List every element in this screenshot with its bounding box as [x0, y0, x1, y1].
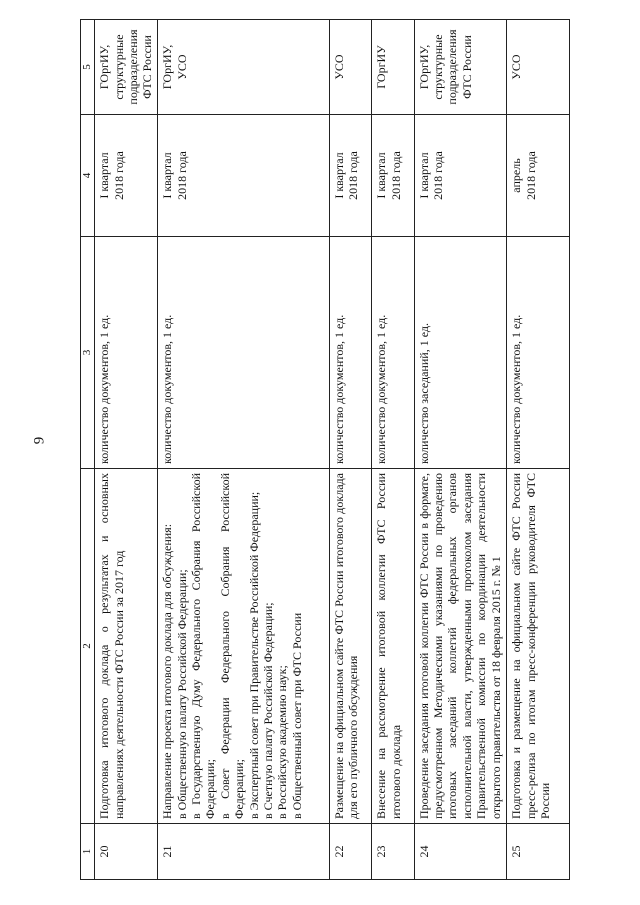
deadline [158, 115, 330, 237]
executor-line: УСО [509, 54, 524, 80]
deadline-line: апрель [509, 158, 524, 193]
row-number: 20 [95, 824, 158, 880]
table-row [329, 20, 371, 880]
deadline [95, 115, 158, 237]
activity-name [507, 469, 570, 824]
executor [372, 20, 414, 115]
table-row [158, 20, 330, 880]
executor-line: ГОргИУ, [416, 44, 431, 90]
activity-line: Подготовка и размещение на официальном сайте ФТС России пресс-релиза по итогам пресс-конференции руководителя ФТС России [509, 473, 553, 819]
indicator: количество документов, 1 ед. [158, 237, 330, 469]
page-number: 9 [31, 436, 48, 445]
activity-line: Проведение заседания итоговой коллегии ФТС России в формате, предусмотренном Методическими указаниями по проведению итоговых заседаний коллегий федеральных органов исполнительной власти, утвержденными протоколом заседания Правительственной комиссии по координации деятельности открытого правительства от 18 февраля 2015 г. № 1 [416, 473, 503, 819]
executor [507, 20, 570, 115]
plan-table [80, 19, 570, 880]
activity-line: в Общественную палату Российской Федерации; [174, 569, 189, 819]
row-number: 25 [507, 824, 570, 880]
executor [95, 20, 158, 115]
activity-name [158, 469, 330, 824]
activity-line: в Государственную Думу Федерального Собрания Российской Федерации; [189, 473, 218, 819]
indicator: количество документов, 1 ед. [372, 237, 414, 469]
activity-name [372, 469, 414, 824]
table-row [95, 20, 158, 880]
row-number: 24 [414, 824, 507, 880]
table-row [414, 20, 507, 880]
deadline [414, 115, 507, 237]
activity-line: в Российскую академию наук; [275, 665, 290, 819]
executor-line: подразделения [445, 29, 460, 105]
executor [414, 20, 507, 115]
indicator: количество документов, 1 ед. [329, 237, 371, 469]
executor-line: ГОргИУ, [97, 44, 112, 90]
executor-line: структурные [430, 34, 445, 100]
deadline-line: 2018 года [430, 151, 445, 200]
executor-line: УСО [174, 54, 189, 80]
activity-line: в Счетную палату Российской Федерации; [261, 602, 276, 819]
header-col-5: 5 [81, 20, 95, 115]
activity-name [329, 469, 371, 824]
row-number: 23 [372, 824, 414, 880]
executor-line: ФТС России [459, 35, 474, 99]
table-row [507, 20, 570, 880]
deadline-line: 2018 года [388, 151, 403, 200]
deadline [329, 115, 371, 237]
header-col-1: 1 [81, 824, 95, 880]
rotated-table-wrapper [80, 20, 570, 880]
header-col-4: 4 [81, 115, 95, 237]
executor-line: структурные [111, 34, 126, 100]
deadline-line: I квартал [331, 152, 346, 199]
executor [329, 20, 371, 115]
deadline [372, 115, 414, 237]
executor-line: подразделения [125, 29, 140, 105]
activity-line: Размещение на официальном сайте ФТС России итогового доклада для его публичного обсуждения [331, 473, 361, 819]
activity-name [95, 469, 158, 824]
indicator: количество заседаний, 1 ед. [414, 237, 507, 469]
executor-line: УСО [331, 54, 346, 80]
deadline-line: 2018 года [346, 151, 361, 200]
deadline-line: I квартал [97, 152, 112, 199]
header-row [81, 20, 95, 880]
deadline-line: 2018 года [174, 151, 189, 200]
activity-name [414, 469, 507, 824]
executor-line: ГОргИУ [374, 45, 389, 89]
deadline-line: I квартал [416, 152, 431, 199]
row-number: 22 [329, 824, 371, 880]
indicator: количество документов, 1 ед. [95, 237, 158, 469]
deadline [507, 115, 570, 237]
deadline-line: 2018 года [111, 151, 126, 200]
activity-line: в Совет Федерации Федерального Собрания Российской Федерации; [217, 473, 247, 819]
table-row [372, 20, 414, 880]
executor-line: ГОргИУ, [160, 44, 175, 90]
deadline-line: I квартал [160, 152, 175, 199]
activity-line: Внесение на рассмотрение итоговой коллегии ФТС России итогового доклада [374, 473, 403, 819]
row-number: 21 [158, 824, 330, 880]
activity-line: в Общественный совет при ФТС России [289, 612, 304, 819]
header-col-3: 3 [81, 237, 95, 469]
indicator: количество документов, 1 ед. [507, 237, 570, 469]
deadline-line: 2018 года [523, 151, 538, 200]
activity-line: Подготовка итогового доклада о результатах и основных направлениях деятельности ФТС России за 2017 год [97, 473, 126, 819]
executor-line: ФТС России [140, 35, 155, 99]
executor [158, 20, 330, 115]
activity-line: в Экспертный совет при Правительстве Российской Федерации; [246, 491, 261, 819]
activity-line: Направление проекта итогового доклада для обсуждения: [160, 523, 175, 819]
deadline-line: I квартал [374, 152, 389, 199]
header-col-2: 2 [81, 469, 95, 824]
